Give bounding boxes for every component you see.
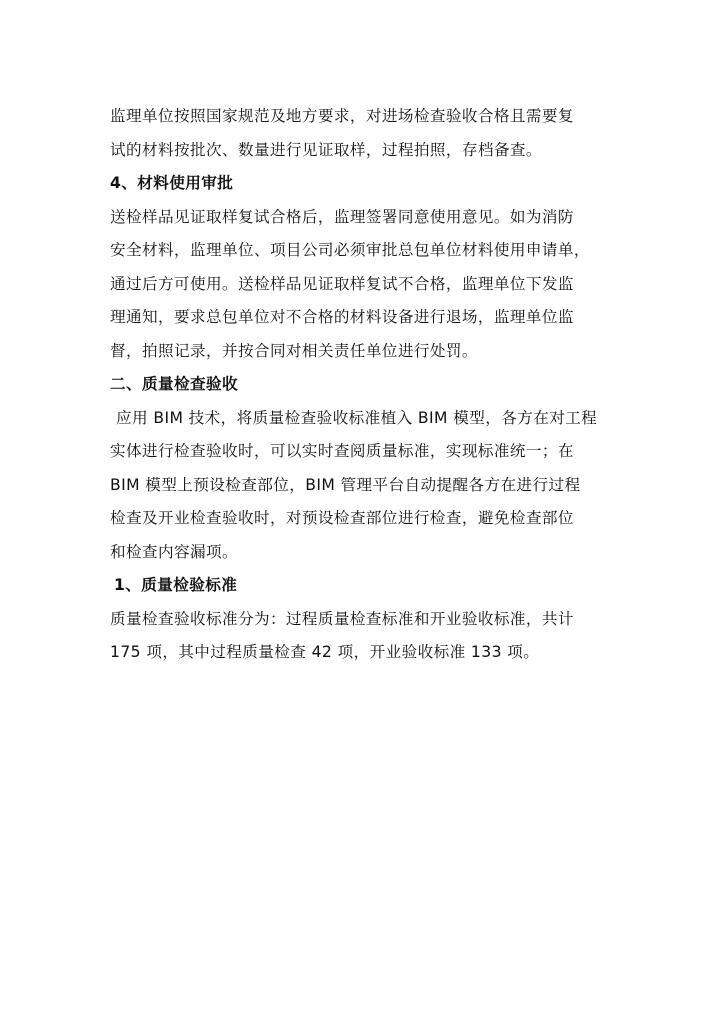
paragraph-line: 应用 BIM 技术，将质量检查验收标准植入 BIM 模型，各方在对工程 <box>116 408 598 427</box>
paragraph-line: 实体进行检查验收时，可以实时查阅质量标准，实现标准统一；在 <box>110 442 574 460</box>
paragraph-line: 送检样品见证取样复试合格后，监理签署同意使用意见。如为消防 <box>110 207 574 226</box>
paragraph-line: 安全材料，监理单位、项目公司必须审批总包单位材料使用申请单， <box>110 241 590 259</box>
section-heading-quality-standards: 1、质量检验标准 <box>114 576 238 594</box>
paragraph-line: 通过后方可使用。送检样品见证取样复试不合格，监理单位下发监 <box>110 274 574 293</box>
document-body <box>110 100 622 670</box>
paragraph-line: BIM 模型上预设检查部位，BIM 管理平台自动提醒各方在进行过程 <box>110 475 581 494</box>
paragraph-line: 检查及开业检查验收时，对预设检查部位进行检查，避免检查部位 <box>110 509 574 527</box>
paragraph-line: 和检查内容漏项。 <box>110 542 238 561</box>
paragraph-line: 质量检查验收标准分为：过程质量检查标准和开业验收标准，共计 <box>110 609 574 628</box>
paragraph-line: 监理单位按照国家规范及地方要求，对进场检查验收合格且需要复 <box>110 107 574 125</box>
paragraph-line: 175 项，其中过程质量检查 42 项，开业验收标准 133 项。 <box>110 643 540 661</box>
paragraph-line: 试的材料按批次、数量进行见证取样，过程拍照，存档备查。 <box>110 140 542 159</box>
paragraph-line: 督，拍照记录，并按合同对相关责任单位进行处罚。 <box>110 341 478 360</box>
section-heading-material-approval: 4、材料使用审批 <box>110 174 234 192</box>
section-heading-quality-inspection: 二、质量检查验收 <box>110 375 238 393</box>
paragraph-line: 理通知，要求总包单位对不合格的材料设备进行退场，监理单位监 <box>110 308 574 326</box>
